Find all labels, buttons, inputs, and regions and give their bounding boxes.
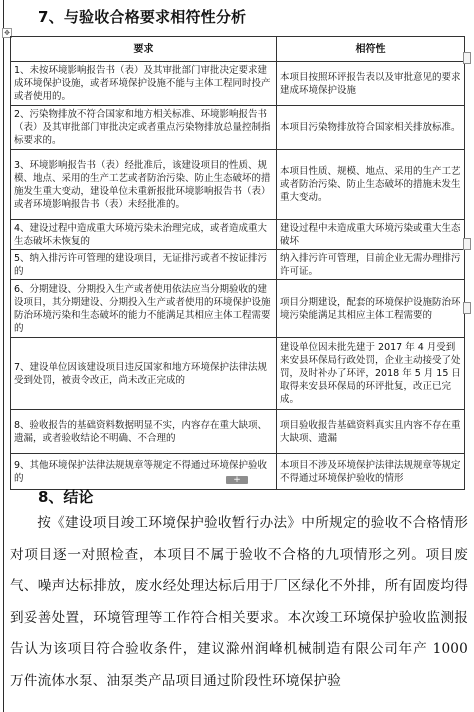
requirement-cell: 6、分期建设、分期投入生产或者使用依法应当分期验收的建设项目，其分期建设、分期投入生产或者使用的环境保护设施防治环境污染和生态破坏的能力不能满足其相应主体工程需要的 (11, 280, 277, 338)
requirement-cell: 8、验收报告的基础资料数据明显不实，内容存在重大缺项、遗漏，或者验收结论不明确、不合理的 (11, 410, 277, 454)
table-row (11, 410, 465, 454)
scroll-marker-icon[interactable] (463, 302, 471, 314)
section-8-heading: 8、结论 (38, 488, 94, 506)
scroll-marker-icon[interactable] (463, 238, 471, 250)
header-conformity: 相符性 (277, 37, 465, 62)
table-row (11, 106, 465, 150)
section-7-heading: 7、与验收合格要求相符性分析 (38, 8, 247, 26)
conformity-cell: 项目分期建设，配套的环境保护设施防治环境污染能满足其相应主体工程需要的 (277, 280, 465, 338)
table-move-handle-icon[interactable]: ✥ (2, 28, 12, 38)
conformity-cell: 本项目污染物排放符合国家相关排放标准。 (277, 106, 465, 150)
scroll-marker-icon[interactable] (463, 52, 471, 64)
conformity-cell: 纳入排污许可管理，目前企业无需办理排污许可证。 (277, 250, 465, 280)
table-row (11, 250, 465, 280)
requirement-cell: 7、建设单位因该建设项目违反国家和地方环境保护法律法规受到处罚，被责令改正，尚未改正完成的 (11, 338, 277, 410)
table-row (11, 338, 465, 410)
conformity-cell: 建设过程中未造成重大环境污染或重大生态破坏 (277, 220, 465, 250)
conformity-cell: 本项目按照环评报告表以及审批意见的要求建成环境保护设施 (277, 62, 465, 106)
conformity-cell: 本项目性质、规模、地点、采用的生产工艺或者防治污染、防止生态破坏的措施未发生重大变动。 (277, 150, 465, 220)
conformity-cell: 项目验收报告基础资料真实且内容不存在重大缺项、遗漏 (277, 410, 465, 454)
table-row (11, 150, 465, 220)
conformity-table (10, 36, 465, 490)
conclusion-paragraph: 按《建设项目竣工环境保护验收暂行办法》中所规定的验收不合格情形对项目逐一对照检查，本项目不属于验收不合格的九项情形之列。项目废气、噪声达标排放，废水经处理达标后用于厂区绿化不外排，所有固废均得到妥善处置，环境管理等工作符合相关要求。本次竣工环境保护验收监测报告认为该项目符合验收条件，建议滁州润峰机械制造有限公司年产 1000 万件流体水泵、油泵类产品项目通过阶段性环境保护验 (10, 515, 468, 689)
requirement-cell: 3、环境影响报告书（表）经批准后，该建设项目的性质、规模、地点、采用的生产工艺或者防治污染、防止生态破坏的措施发生重大变动，建设单位未重新报批环境影响报告书（表）或者环境影响报告书（表）未经批准的。 (11, 150, 277, 220)
header-requirement: 要求 (11, 37, 277, 62)
conformity-cell: 建设单位因未批先建于 2017 年 4 月受到来安县环保局行政处罚，企业主动接受了处罚，及时补办了环评，2018 年 5 月 15 日取得来安县环保局的环评批复，改正已完成。 (277, 338, 465, 410)
left-margin-line (3, 0, 4, 712)
table-add-row-plus-icon[interactable]: + (226, 476, 248, 484)
conformity-table-container (10, 36, 464, 490)
requirement-cell: 1、未按环境影响报告书（表）及其审批部门审批决定要求建成环境保护设施，或者环境保护设施不能与主体工程同时投产或者使用的。 (11, 62, 277, 106)
table-row (11, 280, 465, 338)
requirement-cell: 9、其他环境保护法律法规规章等规定不得通过环境保护验收的 (11, 454, 277, 490)
conformity-cell: 本项目不涉及环境保护法律法规规章等规定不得通过环境保护验收的情形 (277, 454, 465, 490)
requirement-cell: 2、污染物排放不符合国家和地方相关标准、环境影响报告书（表）及其审批部门审批决定或者重点污染物排放总量控制指标要求的。 (11, 106, 277, 150)
table-row (11, 220, 465, 250)
requirement-cell: 5、纳入排污许可管理的建设项目，无证排污或者不按证排污的 (11, 250, 277, 280)
requirement-cell: 4、建设过程中造成重大环境污染未治理完成，或者造成重大生态破坏未恢复的 (11, 220, 277, 250)
table-row (11, 62, 465, 106)
table-header-row (11, 37, 465, 62)
